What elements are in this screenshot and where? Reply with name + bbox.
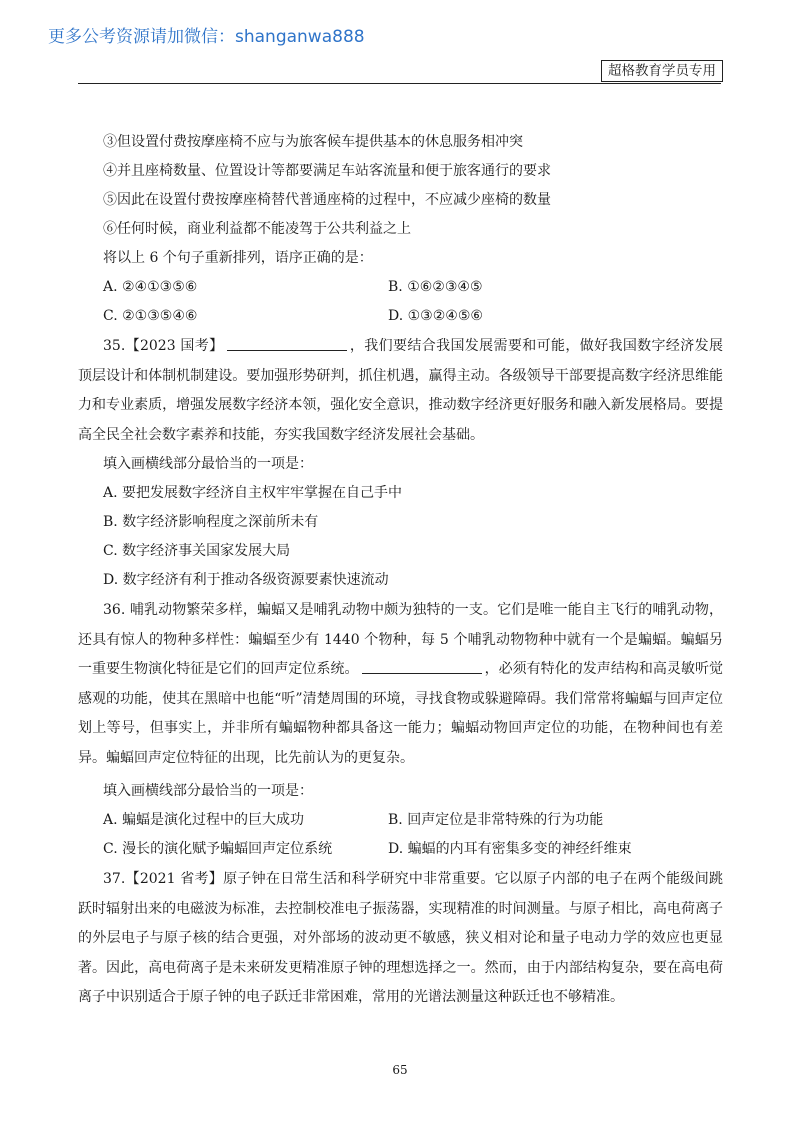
answer-blank [227, 337, 347, 351]
question-36-stem [78, 596, 723, 773]
question-34-tail [78, 128, 723, 331]
option-c: C. 数字经济事关国家发展大局 [103, 543, 291, 559]
option-d: D. 数字经济有利于推动各级资源要素快速流动 [103, 572, 389, 588]
option-row [78, 273, 723, 302]
question-35-text: ，我们要结合我国发展需要和可能，做好我国数字经济发展顶层设计和体制机制建设。要加强形势研判，抓住机遇，赢得主动。各级领导干部要提高数字经济思维能力和专业素质，增强发展数字经济本领，强化安全意识，推动数字经济更好服务和融入新发展格局。要提高全民全社会数字素养和技能，夯实我国数字经济发展社会基础。 [78, 338, 724, 443]
option-a: A. 蝙蝠是演化过程中的巨大成功 [103, 812, 305, 828]
option-b: B. ①⑥②③④⑤ [388, 279, 483, 295]
question-35 [78, 332, 723, 595]
question-prompt: 填入画横线部分最恰当的一项是： [103, 783, 313, 799]
option-b: B. 数字经济影响程度之深前所未有 [103, 514, 319, 530]
question-36 [78, 596, 723, 864]
option-row [78, 835, 723, 864]
question-prompt: 填入画横线部分最恰当的一项是： [103, 456, 313, 472]
question-36-text-b: ，必须有特化的发声结构和高灵敏听觉感观的功能，使其在黑暗中也能“听”清楚周围的环境，寻找食物或躲避障碍。我们常常将蝙蝠与回声定位划上等号，但事实上，并非所有蝙蝠物种都具备这一能力；蝙蝠动物回声定位的功能，在物种间也有差异。蝙蝠回声定位特征的出现，比先前认为的更复杂。 [78, 661, 724, 766]
page-content [78, 128, 723, 1013]
question-37 [78, 865, 723, 1013]
option-c: C. 漫长的演化赋予蝙蝠回声定位系统 [103, 841, 333, 857]
statement-3: ③但设置付费按摩座椅不应与为旅客候车提供基本的休息服务相冲突 [103, 134, 523, 150]
question-37-stem: 37.【2021 省考】原子钟在日常生活和科学研究中非常重要。它以原子内部的电子在两个能级间跳跃时辐射出来的电磁波为标准，去控制校准电子振荡器，实现精准的时间测量。与原子相比，高电荷离子的外层电子与原子核的结合更强，对外部场的波动更不敏感，狭义相对论和量子电动力学的效应也更显著。因此，高电荷离子是未来研发更精准原子钟的理想选择之一。然而，由于内部结构复杂，要在高电荷离子中识别适合于原子钟的电子跃迁非常困难，常用的光谱法测量这种跃迁也不够精准。 [78, 871, 723, 1005]
option-a: A. 要把发展数字经济自主权牢牢掌握在自己手中 [103, 485, 403, 501]
option-a: A. ②④①③⑤⑥ [103, 279, 198, 295]
statement-4: ④并且座椅数量、位置设计等都要满足车站客流量和便于旅客通行的要求 [103, 163, 551, 179]
page-number: 65 [392, 1063, 408, 1077]
option-b: B. 回声定位是非常特殊的行为功能 [388, 812, 604, 828]
option-d: D. ①③②④⑤⑥ [388, 308, 483, 324]
statement-6: ⑥任何时候，商业利益都不能凌驾于公共利益之上 [103, 221, 411, 237]
option-row [78, 806, 723, 835]
question-35-stem [78, 332, 723, 450]
option-c: C. ②①③⑤④⑥ [103, 308, 198, 324]
statement-5: ⑤因此在设置付费按摩座椅替代普通座椅的过程中，不应减少座椅的数量 [103, 192, 551, 208]
question-35-number: 35.【2023 国考】 [103, 338, 224, 354]
header-rule [78, 83, 721, 84]
option-d: D. 蝙蝠的内耳有密集多变的神经纤维束 [388, 841, 632, 857]
question-36-text-a: 36. 哺乳动物繁荣多样，蝙蝠又是哺乳动物中颇为独特的一支。它们是唯一能自主飞行的哺乳动物，还具有惊人的物种多样性：蝙蝠至少有 1440 个物种，每 5 个哺乳动物物种中就有一个是蝙蝠。蝙蝠另一重要生物演化特征是它们的回声定位系统。 [78, 602, 723, 677]
answer-blank [362, 660, 482, 674]
exclusive-use-badge: 超格教育学员专用 [601, 60, 723, 82]
watermark-text: 更多公考资源请加微信：shanganwa888 [48, 27, 365, 47]
question-prompt: 将以上 6 个句子重新排列，语序正确的是： [103, 250, 373, 266]
option-row [78, 302, 723, 331]
